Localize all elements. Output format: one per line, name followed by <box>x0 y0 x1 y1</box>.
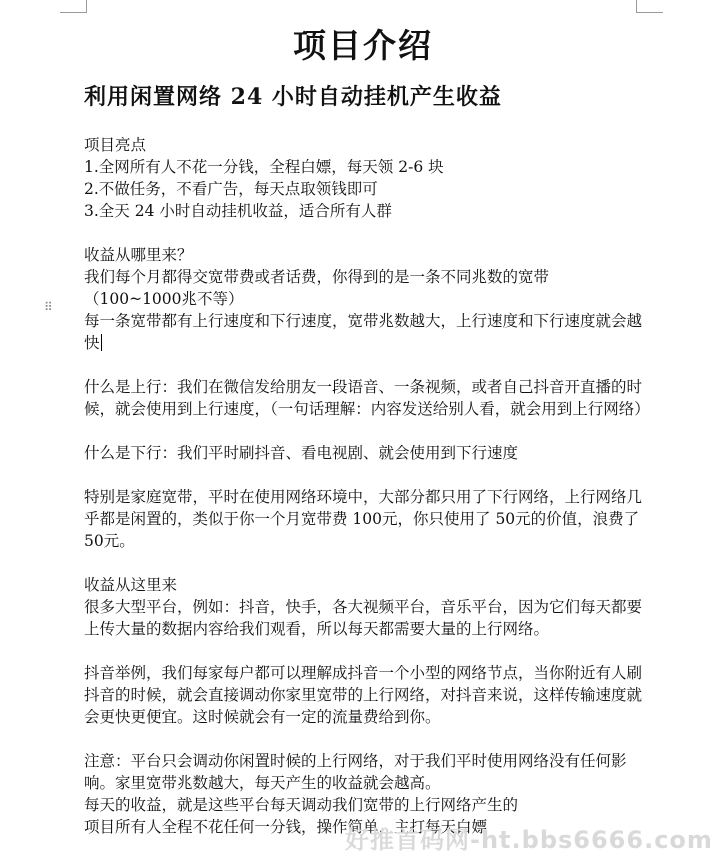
body-text: 每天的收益，就是这些平台每天调动我们宽带的上行网络产生的 <box>84 796 519 814</box>
body-text <box>84 310 644 354</box>
body-text: 项目所有人全程不花任何一分钱，操作简单，主打每天白嫖 <box>84 818 488 836</box>
highlight-item: 2.不做任务，不看广告，每天点取领钱即可 <box>84 180 378 198</box>
body-text: 注意：平台只会调动你闲置时候的上行网络，对于我们平时使用网络没有任何影响。家里宽带兆数越大，每天产生的收益就会越高。 <box>84 752 627 792</box>
page-corner-mark-left <box>60 0 87 13</box>
section-douyin-example <box>84 662 644 728</box>
drag-handle-icon[interactable]: ⠿ <box>44 300 54 314</box>
income-here-heading: 收益从这里来 <box>84 576 178 594</box>
page-corner-mark-right <box>636 0 663 13</box>
text-cursor <box>101 334 102 351</box>
body-text: 什么是上行：我们在微信发给朋友一段语音、一条视频，或者自己抖音开直播的时候，就会使用到上行速度，（一句话理解：内容发送给别人看，就会用到上行网络） <box>84 378 650 418</box>
body-text: 特别是家庭宽带，平时在使用网络环境中，大部分都只用了下行网络，上行网络几乎都是闲置的，类似于你一个月宽带费 100元，你只使用了 50元的价值，浪费了 50元。 <box>84 488 643 550</box>
section-highlights <box>84 134 644 222</box>
body-text: 我们每个月都得交宽带费或者话费，你得到的是一条不同兆数的宽带（100~1000兆不等） <box>84 268 550 308</box>
section-download <box>84 442 644 464</box>
body-text-span: 每一条宽带都有上行速度和下行速度，宽带兆数越大，上行速度和下行速度就会越快 <box>84 312 643 352</box>
body-text: 什么是下行：我们平时刷抖音、看电视剧、就会使用到下行速度 <box>84 444 519 462</box>
document-body[interactable] <box>84 134 650 838</box>
highlight-item: 3.全天 24 小时自动挂机收益，适合所有人群 <box>84 202 392 220</box>
section-income-source <box>84 244 644 354</box>
highlights-heading: 项目亮点 <box>84 136 147 154</box>
document-title: 项目介绍 <box>293 26 433 65</box>
body-text: 很多大型平台，例如：抖音，快手，各大视频平台，音乐平台，因为它们每天都要上传大量的数据内容给我们观看，所以每天都需要大量的上行网络。 <box>84 598 643 638</box>
section-home-broadband <box>84 486 644 552</box>
highlight-item: 1.全网所有人不花一分钱，全程白嫖，每天领 2-6 块 <box>84 158 444 176</box>
body-text: 抖音举例，我们每家每户都可以理解成抖音一个小型的网络节点，当你附近有人刷抖音的时候，就会直接调动你家里宽带的上行网络，对抖音来说，这样传输速度就会更快更便宜。这时候就会有一定的流量费给到你。 <box>84 664 643 726</box>
income-source-heading: 收益从哪里来？ <box>84 246 193 264</box>
watermark: 好推首码网-ht.bbs6666.com <box>345 826 713 854</box>
document-subtitle: 利用闲置网络 24 小时自动挂机产生收益 <box>84 84 502 110</box>
section-income-here <box>84 574 644 640</box>
section-upload <box>84 376 650 420</box>
